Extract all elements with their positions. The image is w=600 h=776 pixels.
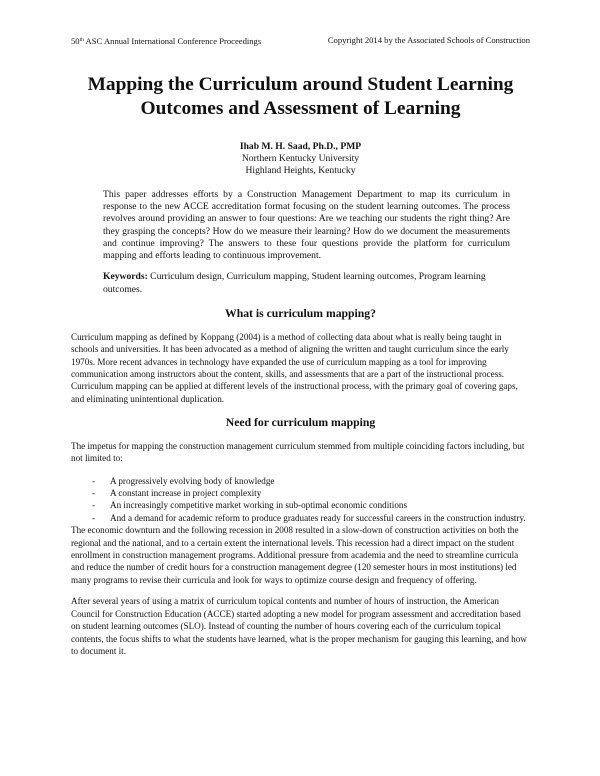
keywords bbox=[103, 271, 510, 296]
section-heading-need: Need for curriculum mapping bbox=[225, 416, 376, 430]
bullet-marker: - bbox=[92, 512, 96, 523]
author-name: Ihab M. H. Saad, Ph.D., PMP bbox=[239, 141, 362, 152]
factors-list bbox=[71, 475, 530, 525]
bullet-marker: - bbox=[92, 500, 96, 511]
bullet-marker: - bbox=[92, 475, 96, 486]
section-heading-what-is: What is curriculum mapping? bbox=[225, 306, 376, 320]
author-location: Highland Heights, Kentucky bbox=[245, 165, 356, 177]
bullet-marker: - bbox=[92, 488, 96, 499]
list-item: - A progressively evolving body of knowledge bbox=[92, 475, 275, 486]
keywords-text: Curriculum design, Curriculum mapping, Student learning outcomes, Program learning outcomes. bbox=[103, 271, 486, 295]
list-item: - And a demand for academic reform to produce graduates ready for successful careers in the construction industry. bbox=[92, 512, 526, 523]
keywords-label: Keywords: bbox=[103, 271, 148, 283]
list-item: - A constant increase in project complexity bbox=[92, 488, 262, 499]
author-block bbox=[71, 141, 530, 178]
conference-name: 50th ASC Annual International Conference Proceedings bbox=[71, 36, 262, 46]
paragraph-definition: Curriculum mapping as defined by Koppang (2004) is a method of collecting data about what is really being taught in schools and universities. It has been advocated as a method of aligning the written and taught curriculum since the early 1970s. More recent advances in technology have expanded the use of curriculum mapping as a tool for improving communication among instructors about the content, skills, and assessments that are a part of the instructional process. Curriculum mapping can be applied at different levels of the instructional process, with the primary goal of covering gaps, and eliminating unintentional duplication. bbox=[71, 331, 518, 404]
author-affiliation: Northern Kentucky University bbox=[241, 153, 360, 165]
list-item: - An increasingly competitive market working in sub-optimal economic conditions bbox=[92, 500, 408, 511]
abstract: This paper addresses efforts by a Construction Management Department to map its curriculum in response to the new ACCE accreditation format focusing on the student learning outcomes. The process revolves around providing an answer to four questions: Are we teaching our students the right thing? Are they grasping the concepts? How do we measure their learning? How do we document the measurements and continue improving? The answers to these four questions provide the platform for curriculum mapping and efforts leading to continuous improvement. bbox=[103, 188, 510, 262]
paragraph-acce: After several years of using a matrix of curriculum topical contents and number of hours of instruction, the American Council for Construction Education (ACCE) started adopting a new model for program assessment and accreditation based on student learning outcomes (SLO). Instead of counting the number of hours covering each of the curriculum topical contents, the focus shifts to what the students have learned, what is the proper mechanism for gauging this learning, and how to document it. bbox=[71, 596, 527, 657]
paragraph-recession: The economic downturn and the following recession in 2008 resulted in a slow-down of construction activities on both the regional and the national, and to a certain extent the international levels. This recession had a direct impact on the student enrollment in construction management programs. Additional pressure from academia and the need to streamline curricula and reduce the number of credit hours for a construction management degree (120 semester hours in most institutions) led many programs to revise their curricula and look for ways to optimize course design and frequency of offering. bbox=[71, 525, 519, 585]
paragraph-impetus: The impetus for mapping the construction management curriculum stemmed from multiple coinciding factors including, but not limited to: bbox=[71, 440, 525, 464]
paper-title: Mapping the Curriculum around Student Learning Outcomes and Assessment of Learning bbox=[87, 74, 514, 119]
copyright-notice: Copyright 2014 by the Associated Schools of Construction bbox=[327, 35, 530, 45]
running-header bbox=[71, 0, 530, 47]
